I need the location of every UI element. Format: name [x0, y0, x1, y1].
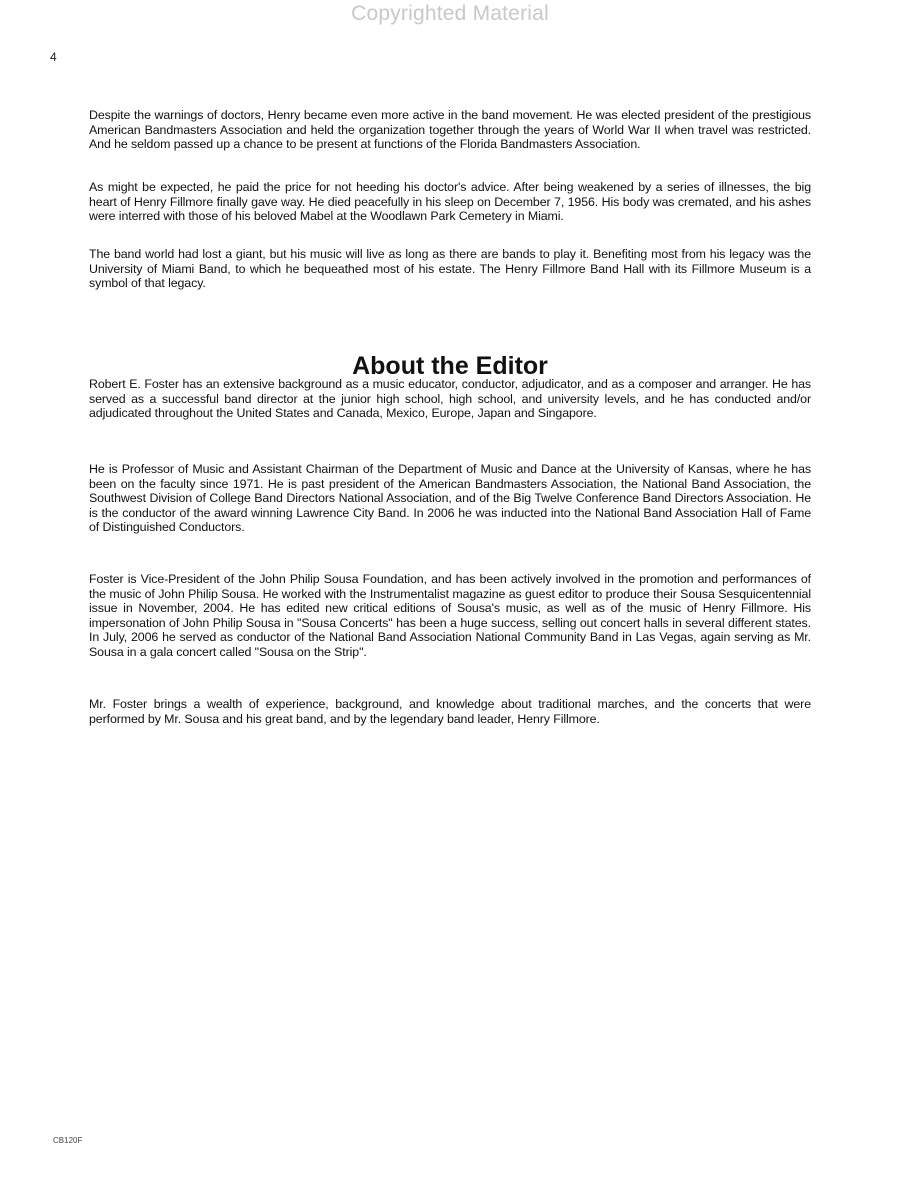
paragraph-text: Mr. Foster brings a wealth of experience, background, and knowledge about traditional marches, and the concerts that were performed by Mr. Sousa and his great band, and by the legendary band leader, Henry Fillmore.	[89, 697, 811, 726]
editor-paragraph	[89, 462, 811, 535]
paragraph-text: As might be expected, he paid the price for not heeding his doctor's advice. After being weakened by a series of illnesses, the big heart of Henry Fillmore finally gave way. He died peacefully in his sleep on December 7, 1956. His body was cremated, and his ashes were interred with those of his beloved Mabel at the Woodlawn Park Cemetery in Miami.	[89, 180, 811, 224]
biography-paragraph	[89, 108, 811, 152]
section-heading-about-editor: About the Editor	[352, 351, 548, 380]
biography-paragraph	[89, 180, 811, 224]
paragraph-text: Foster is Vice-President of the John Philip Sousa Foundation, and has been actively involved in the promotion and performances of the music of John Philip Sousa. He worked with the Instrumentalist magazine as guest editor to produce their Sousa Sesquicentennial issue in November, 2004. He has edited new critical editions of Sousa's music, as well as of the music of Henry Fillmore. His impersonation of John Philip Sousa in "Sousa Concerts" has been a huge success, selling out concert halls in several different states. In July, 2006 he served as conductor of the National Band Association National Community Band in Las Vegas, again serving as Mr. Sousa in a gala concert called "Sousa on the Strip".	[89, 572, 811, 659]
editor-paragraph	[89, 697, 811, 726]
paragraph-text: The band world had lost a giant, but his music will live as long as there are bands to play it. Benefiting most from his legacy was the University of Miami Band, to which he bequeathed most of his estate. The Henry Fillmore Band Hall with its Fillmore Museum is a symbol of that legacy.	[89, 247, 811, 291]
paragraph-text: Despite the warnings of doctors, Henry became even more active in the band movement. He was elected president of the prestigious American Bandmasters Association and held the organization together through the years of World War II when travel was restricted. And he seldom passed up a chance to be present at functions of the Florida Bandmasters Association.	[89, 108, 811, 152]
catalog-code: CB120F	[53, 1136, 83, 1145]
paragraph-text: Robert E. Foster has an extensive background as a music educator, conductor, adjudicator, and as a composer and arranger. He has served as a successful band director at the junior high school, high school, and university levels, and he has conducted and/or adjudicated throughout the United States and Canada, Mexico, Europe, Japan and Singapore.	[89, 377, 811, 421]
biography-paragraph	[89, 247, 811, 291]
page-number: 4	[50, 50, 57, 64]
editor-paragraph	[89, 572, 811, 660]
editor-paragraph	[89, 377, 811, 421]
copyright-watermark: Copyrighted Material	[351, 2, 549, 25]
paragraph-text: He is Professor of Music and Assistant Chairman of the Department of Music and Dance at the University of Kansas, where he has been on the faculty since 1971. He is past president of the American Bandmasters Association, the National Band Association, the Southwest Division of College Band Directors National Association, and of the Big Twelve Conference Band Directors Association. He is the conductor of the award winning Lawrence City Band. In 2006 he was inducted into the National Band Association Hall of Fame of Distinguished Conductors.	[89, 462, 811, 535]
